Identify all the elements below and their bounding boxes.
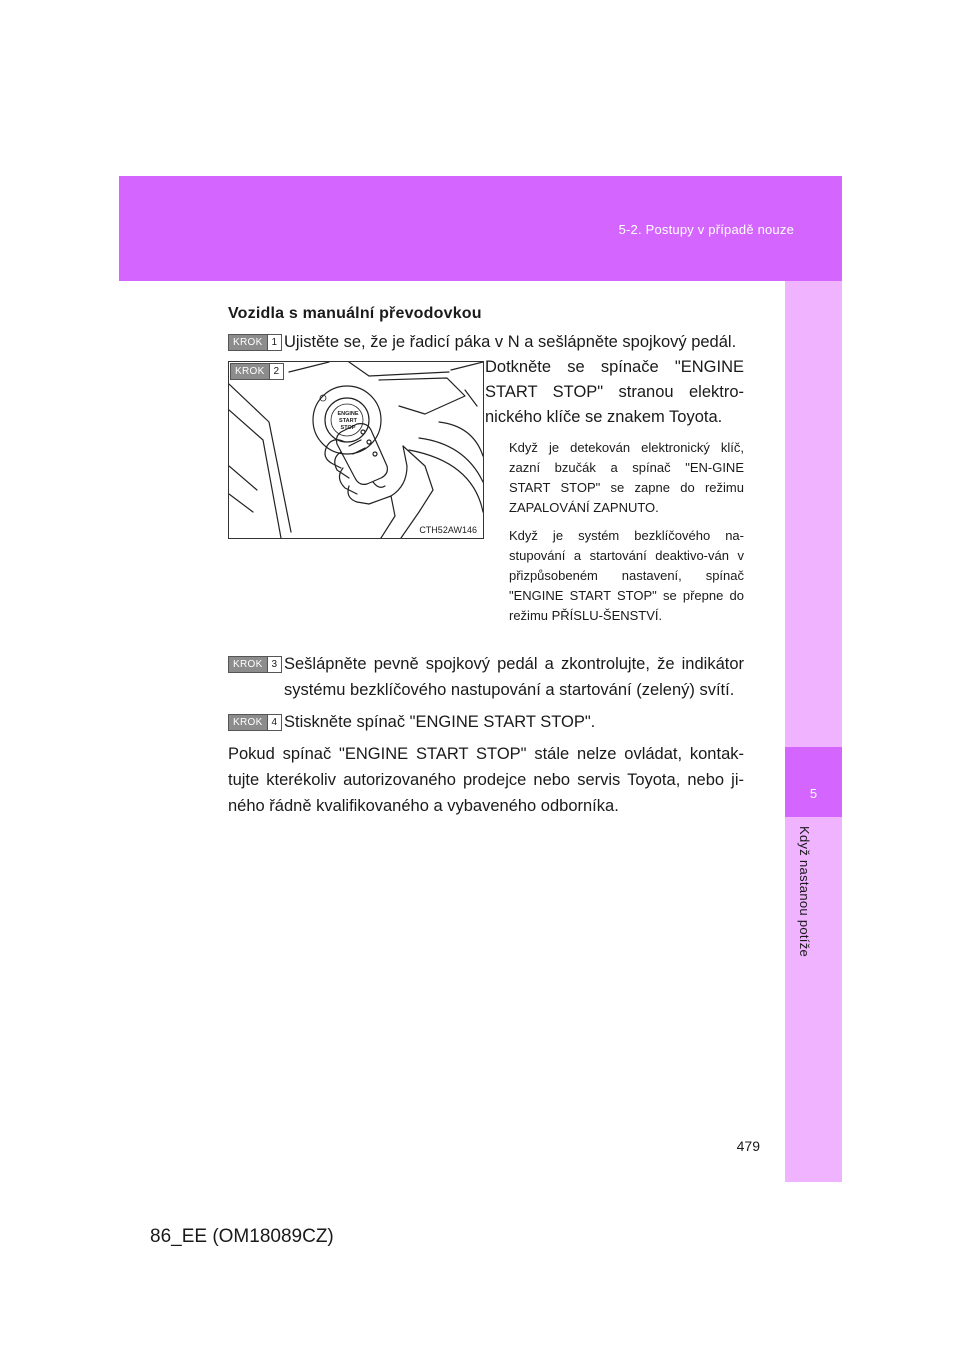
page-number: 479 [736,1138,760,1154]
step-badge-number: 3 [267,657,282,672]
illustration-key-touch-switch [228,361,484,539]
step-badge [228,656,282,673]
step-badge-number: 4 [267,715,282,730]
step-3 [228,651,744,703]
chapter-tab-active-marker [785,747,842,817]
step-badge [228,334,282,351]
chapter-title: Když nastanou potíže [797,826,812,958]
switch-label-stop: STOP [340,425,356,431]
step-text: Stiskněte spínač "ENGINE START STOP". [284,713,596,731]
step-2 [228,358,744,645]
switch-label-start: START [339,418,357,424]
step-badge-label: KROK [229,657,267,672]
step-text: Ujistěte se, že je řadicí páka v N a sešlápněte spojkový pedál. [284,333,737,351]
step-badge-number: 2 [269,364,284,379]
step-text: Sešlápněte pevně spojkový pedál a zkontrolujte, že indikátor systému bezklíčového nastupování a startování (zelený) svítí. [284,655,744,699]
header-band [119,176,842,281]
step-badge-label: KROK [229,335,267,350]
section-heading: Vozidla s manuální převodovkou [228,305,482,322]
step-text: Dotkněte se spínače "ENGINE START STOP" stranou elektro-nického klíče se znakem Toyota. [485,358,744,426]
switch-label-engine: ENGINE [337,411,359,417]
note-key-detected: Když je detekován elektronický klíč, zazní bzučák a spínač "EN-GINE START STOP" se zapne do režimu ZAPALOVÁNÍ ZAPNUTO. [509,440,744,515]
illustration-code: CTH52AW146 [419,525,477,535]
section-title: 5-2. Postupy v případě nouze [618,222,794,237]
dashboard-hand-key-drawing [229,362,483,538]
step-badge-number: 1 [267,335,282,350]
step-badge [230,363,284,380]
step-badge [228,714,282,731]
step-2-text-block [485,355,744,626]
contact-dealer-paragraph: Pokud spínač "ENGINE START STOP" stále nelze ovládat, kontak-tujte kterékoliv autorizovaného prodejce nebo servis Toyota, nebo ji-ného řádně kvalifikovaného a vybaveného odborníka. [228,745,744,815]
document-code: 86_EE (OM18089CZ) [150,1226,334,1247]
chapter-number: 5 [809,786,818,801]
page-content [228,305,744,819]
step-4 [228,709,744,735]
chapter-side-tab [785,281,842,1182]
step-badge-label: KROK [229,715,267,730]
step-badge-label: KROK [231,364,269,379]
step-1 [228,329,744,355]
note-system-deactivated: Když je systém bezklíčového na-stupování a startování deaktivo-ván v přizpůsobeném nastavení, spínač "ENGINE START STOP" se přepne do režimu PŘÍSLU-ŠENSTVÍ. [509,528,744,623]
